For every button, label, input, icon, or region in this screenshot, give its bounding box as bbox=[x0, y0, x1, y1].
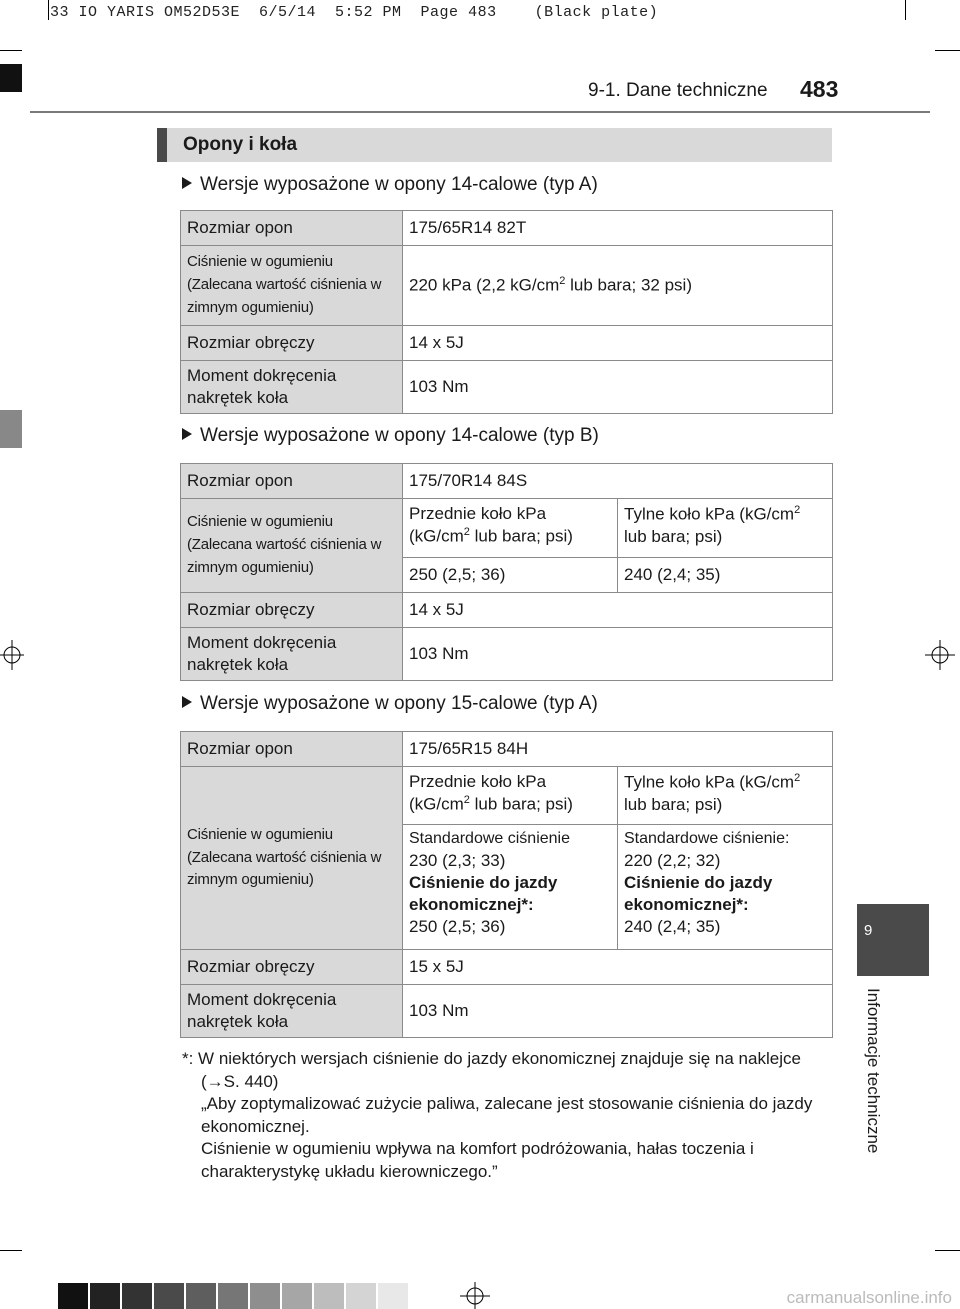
row-value: 15 x 5J bbox=[403, 950, 833, 985]
rear-header: Tylne koło kPa ($kG/cm^2$ lub bara; psi) bbox=[618, 767, 833, 825]
crop-mark bbox=[935, 50, 960, 51]
color-swatch bbox=[58, 1283, 88, 1309]
color-swatch bbox=[314, 1283, 344, 1309]
table-row bbox=[181, 767, 833, 825]
front-pressures bbox=[403, 825, 618, 950]
row-label: Moment dokręcenia nakrętek koła bbox=[181, 361, 403, 414]
table-row bbox=[181, 211, 833, 246]
rear-eco-label: Ciśnienie do jazdy ekonomicznej*: bbox=[624, 872, 773, 914]
chapter-tab-grey bbox=[0, 410, 22, 448]
table-row bbox=[181, 628, 833, 681]
registration-mark-bottom bbox=[460, 1282, 490, 1309]
rear-std-value: 220 (2,2; 32) bbox=[624, 850, 721, 870]
chapter-tab-black bbox=[0, 64, 22, 92]
spec-table bbox=[180, 731, 833, 1038]
block-heading: Wersje wyposażone w opony 14-calowe (typ A) bbox=[182, 174, 598, 196]
crop-mark bbox=[0, 50, 22, 51]
color-swatch bbox=[122, 1283, 152, 1309]
crop-mark bbox=[935, 1250, 960, 1251]
row-value: 220 kPa (2,2 $kG/cm^2$ lub bara; 32 psi) bbox=[403, 246, 833, 326]
footnote-line: „Aby zoptymalizować zużycie paliwa, zalecane jest stosowanie ciśnienia do jazdy ekonomicznej. bbox=[201, 1094, 813, 1136]
row-value: 14 x 5J bbox=[403, 593, 833, 628]
front-header: Przednie koło kPa ($kG/cm^2$ lub bara; psi) bbox=[403, 767, 618, 825]
table-row bbox=[181, 593, 833, 628]
row-label: Rozmiar opon bbox=[181, 732, 403, 767]
color-swatch bbox=[346, 1283, 376, 1309]
footnote-line: Ciśnienie w ogumieniu wpływa na komfort podróżowania, hałas toczenia i charakterystykę układu kierowniczego.” bbox=[201, 1139, 754, 1182]
row-value: 175/65R14 82T bbox=[403, 211, 833, 246]
footnote-line: *: W niektórych wersjach ciśnienie do jazdy ekonomicznej znajduje się na naklejce (→S. 440) bbox=[182, 1049, 801, 1091]
row-label: Moment dokręcenia nakrętek koła bbox=[181, 985, 403, 1038]
row-label: Ciśnienie w ogumieniu (Zalecana wartość ciśnienia w zimnym ogumieniu) bbox=[181, 767, 403, 950]
spec-table bbox=[180, 463, 833, 681]
row-label: Rozmiar opon bbox=[181, 464, 403, 499]
table-row bbox=[181, 985, 833, 1038]
front-std-label: Standardowe ciśnienie bbox=[409, 830, 570, 847]
color-swatch bbox=[186, 1283, 216, 1309]
color-swatch bbox=[154, 1283, 184, 1309]
watermark: carmanualsonline.info bbox=[786, 1288, 952, 1307]
row-value: 175/65R15 84H bbox=[403, 732, 833, 767]
chapter-side-label: Informacje techniczne bbox=[864, 988, 883, 1154]
row-label: Rozmiar obręczy bbox=[181, 326, 403, 361]
rear-header: Tylne koło kPa ($kG/cm^2$ lub bara; psi) bbox=[618, 499, 833, 558]
page-number: 483 bbox=[800, 76, 839, 102]
color-swatch bbox=[218, 1283, 248, 1309]
front-std-value: 230 (2,3; 33) bbox=[409, 850, 506, 870]
chapter-side-tab bbox=[857, 904, 929, 976]
triangle-bullet-icon bbox=[182, 428, 192, 440]
table-row bbox=[181, 950, 833, 985]
chapter-number: 9 bbox=[864, 922, 873, 939]
color-swatch bbox=[250, 1283, 280, 1309]
crop-mark bbox=[48, 0, 49, 20]
block-heading: Wersje wyposażone w opony 14-calowe (typ B) bbox=[182, 425, 599, 447]
row-label: Ciśnienie w ogumieniu (Zalecana wartość ciśnienia w zimnym ogumieniu) bbox=[181, 499, 403, 593]
front-value: 250 (2,5; 36) bbox=[403, 558, 618, 593]
triangle-bullet-icon bbox=[182, 696, 192, 708]
footnote bbox=[182, 1048, 832, 1184]
row-value: 103 Nm bbox=[403, 985, 833, 1038]
row-label: Rozmiar obręczy bbox=[181, 593, 403, 628]
row-label: Ciśnienie w ogumieniu (Zalecana wartość ciśnienia w zimnym ogumieniu) bbox=[181, 246, 403, 326]
row-label: Rozmiar opon bbox=[181, 211, 403, 246]
row-value: 103 Nm bbox=[403, 361, 833, 414]
row-value: 14 x 5J bbox=[403, 326, 833, 361]
table-row bbox=[181, 732, 833, 767]
rear-pressures bbox=[618, 825, 833, 950]
spec-table bbox=[180, 210, 833, 414]
header-rule bbox=[30, 111, 930, 113]
registration-mark-left bbox=[0, 640, 24, 670]
front-eco-label: Ciśnienie do jazdy ekonomicznej*: bbox=[409, 872, 558, 914]
row-label: Moment dokręcenia nakrętek koła bbox=[181, 628, 403, 681]
row-value: 103 Nm bbox=[403, 628, 833, 681]
section-title: Opony i koła bbox=[183, 134, 298, 155]
block-heading: Wersje wyposażone w opony 15-calowe (typ A) bbox=[182, 693, 598, 715]
registration-mark-right bbox=[925, 640, 955, 670]
row-value: 175/70R14 84S bbox=[403, 464, 833, 499]
front-eco-value: 250 (2,5; 36) bbox=[409, 917, 506, 937]
table-row bbox=[181, 499, 833, 558]
table-row bbox=[181, 326, 833, 361]
row-label: Rozmiar obręczy bbox=[181, 950, 403, 985]
rear-value: 240 (2,4; 35) bbox=[618, 558, 833, 593]
crop-mark bbox=[0, 1250, 22, 1251]
table-row bbox=[181, 246, 833, 326]
table-row bbox=[181, 361, 833, 414]
rear-eco-value: 240 (2,4; 35) bbox=[624, 917, 721, 937]
rear-std-label: Standardowe ciśnienie: bbox=[624, 830, 790, 847]
section-title-bar bbox=[157, 128, 832, 162]
front-header: Przednie koło kPa ($kG/cm^2$ lub bara; psi) bbox=[403, 499, 618, 558]
color-swatch bbox=[90, 1283, 120, 1309]
crop-mark bbox=[905, 0, 906, 20]
section-accent bbox=[157, 128, 167, 162]
chapter-heading: 9-1. Dane techniczne bbox=[588, 80, 768, 101]
table-row bbox=[181, 464, 833, 499]
color-swatch bbox=[378, 1283, 408, 1309]
triangle-bullet-icon bbox=[182, 177, 192, 189]
print-slug: 33 IO YARIS OM52D53E 6/5/14 5:52 PM Page 483 (Black plate) bbox=[50, 4, 659, 21]
color-swatch bbox=[282, 1283, 312, 1309]
